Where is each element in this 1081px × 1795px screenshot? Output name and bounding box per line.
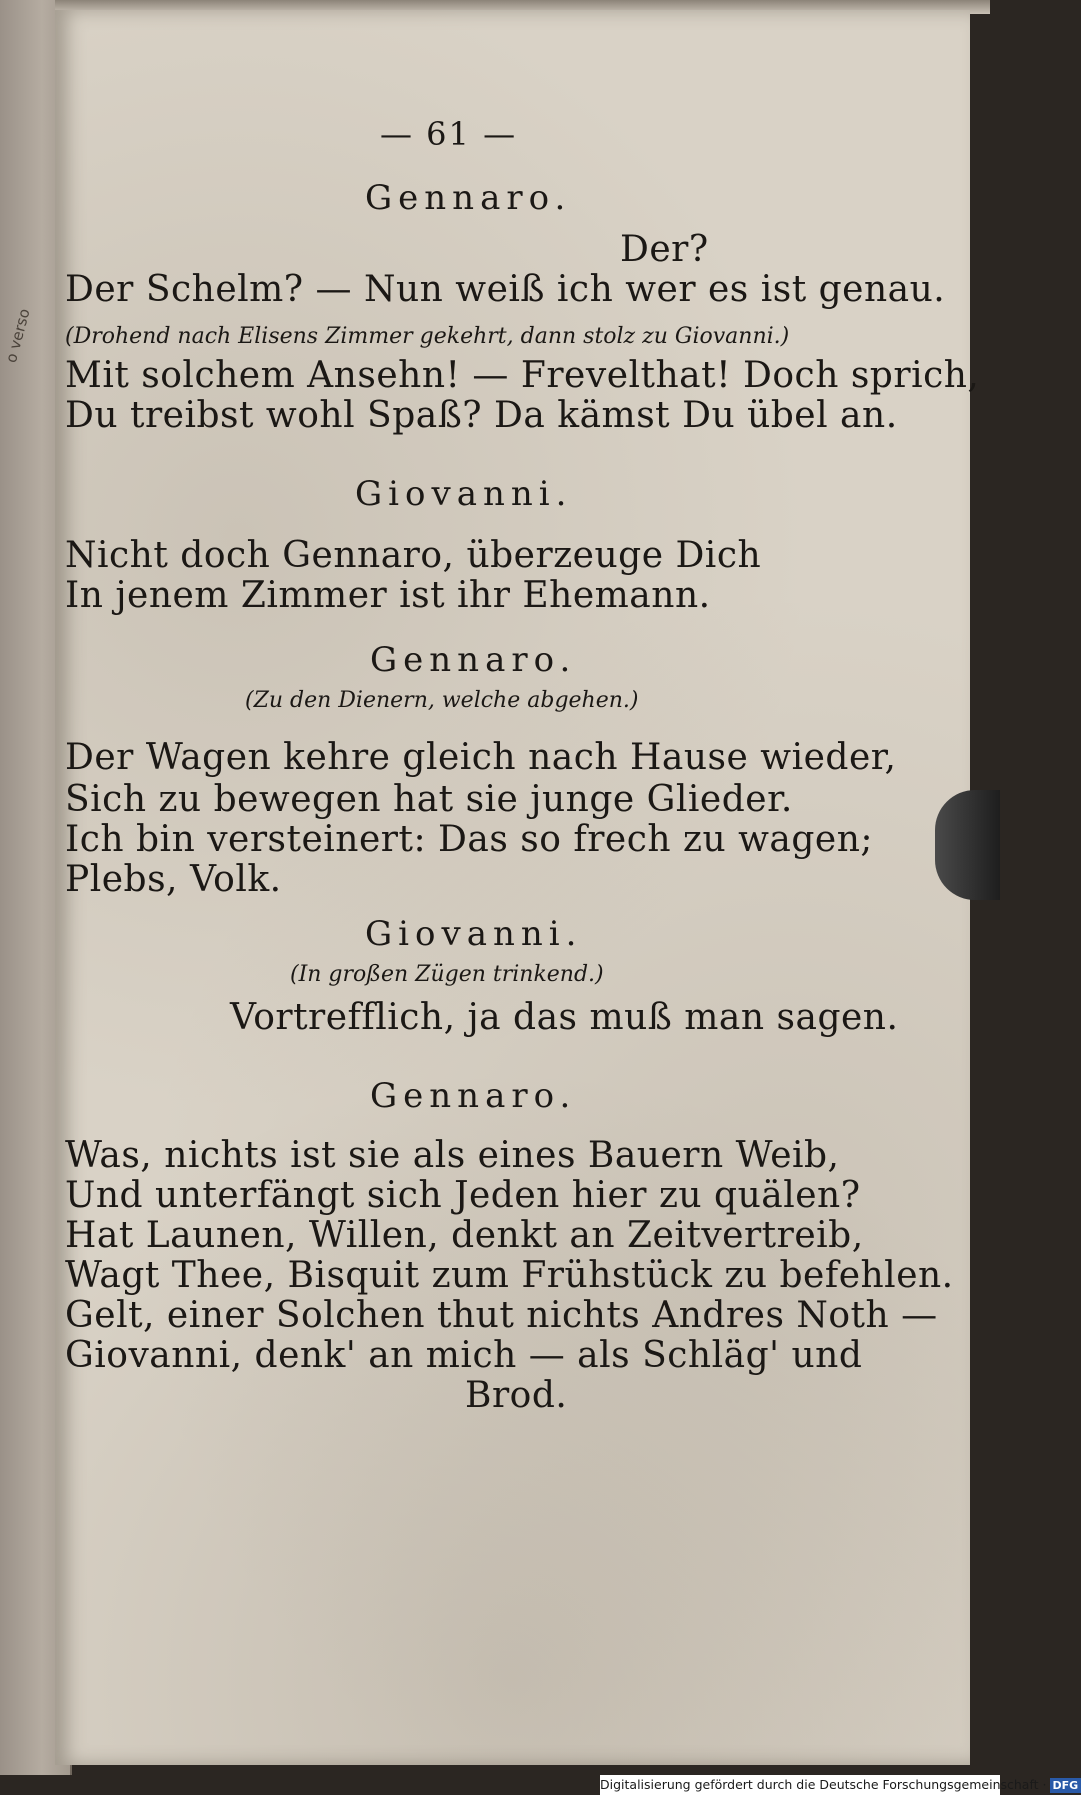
binder-clip — [935, 790, 1000, 900]
verse-line: Der? — [620, 229, 709, 270]
page-number: — 61 — — [380, 115, 518, 153]
verse-line: Brod. — [465, 1375, 568, 1416]
verse-line: Wagt Thee, Bisquit zum Frühstück zu befehlen. — [65, 1255, 954, 1296]
verse-line: Was, nichts ist sie als eines Bauern Weib, — [65, 1135, 840, 1176]
verse-line: Nicht doch Gennaro, überzeuge Dich — [65, 535, 762, 576]
speaker-name: Gennaro. — [365, 178, 572, 218]
speaker-name: Gennaro. — [370, 1076, 577, 1116]
verse-line: Und unterfängt sich Jeden hier zu quälen? — [65, 1175, 861, 1216]
speaker-name: Giovanni. — [355, 474, 573, 514]
verse-line: Der Wagen kehre gleich nach Hause wieder, — [65, 737, 897, 778]
verse-line: Giovanni, denk' an mich — als Schläg' und — [65, 1335, 863, 1376]
stage-direction: (Zu den Dienern, welche abgehen.) — [245, 688, 639, 713]
verse-line: Plebs, Volk. — [65, 859, 282, 900]
speaker-name: Giovanni. — [365, 914, 583, 954]
speaker-name: Gennaro. — [370, 640, 577, 680]
digitization-credit — [600, 1775, 1079, 1795]
verse-line: Mit solchem Ansehn! — Frevelthat! Doch sprich, — [65, 355, 980, 396]
verse-line: Du treibst wohl Spaß? Da kämst Du übel an. — [65, 395, 898, 436]
book-page — [55, 10, 980, 1765]
verse-line: Hat Launen, Willen, denkt an Zeitvertreib, — [65, 1215, 864, 1256]
verse-line: Vortrefflich, ja das muß man sagen. — [230, 997, 899, 1038]
stage-direction: (Drohend nach Elisens Zimmer gekehrt, dann stolz zu Giovanni.) — [65, 324, 790, 349]
stage-direction: (In großen Zügen trinkend.) — [290, 962, 604, 987]
verse-line: In jenem Zimmer ist ihr Ehemann. — [65, 575, 711, 616]
previous-page-margin-text: o verso — [2, 306, 34, 365]
verse-line: Ich bin versteinert: Das so frech zu wagen; — [65, 819, 874, 860]
verse-line: Sich zu bewegen hat sie junge Glieder. — [65, 779, 793, 820]
dfg-logo: DFG — [1050, 1778, 1081, 1793]
credit-text: Digitalisierung gefördert durch die Deutsche Forschungsgemeinschaft · — [600, 1777, 1047, 1792]
verse-line: Der Schelm? — Nun weiß ich wer es ist genau. — [65, 269, 946, 310]
verse-line: Gelt, einer Solchen thut nichts Andres Noth — — [65, 1295, 938, 1336]
